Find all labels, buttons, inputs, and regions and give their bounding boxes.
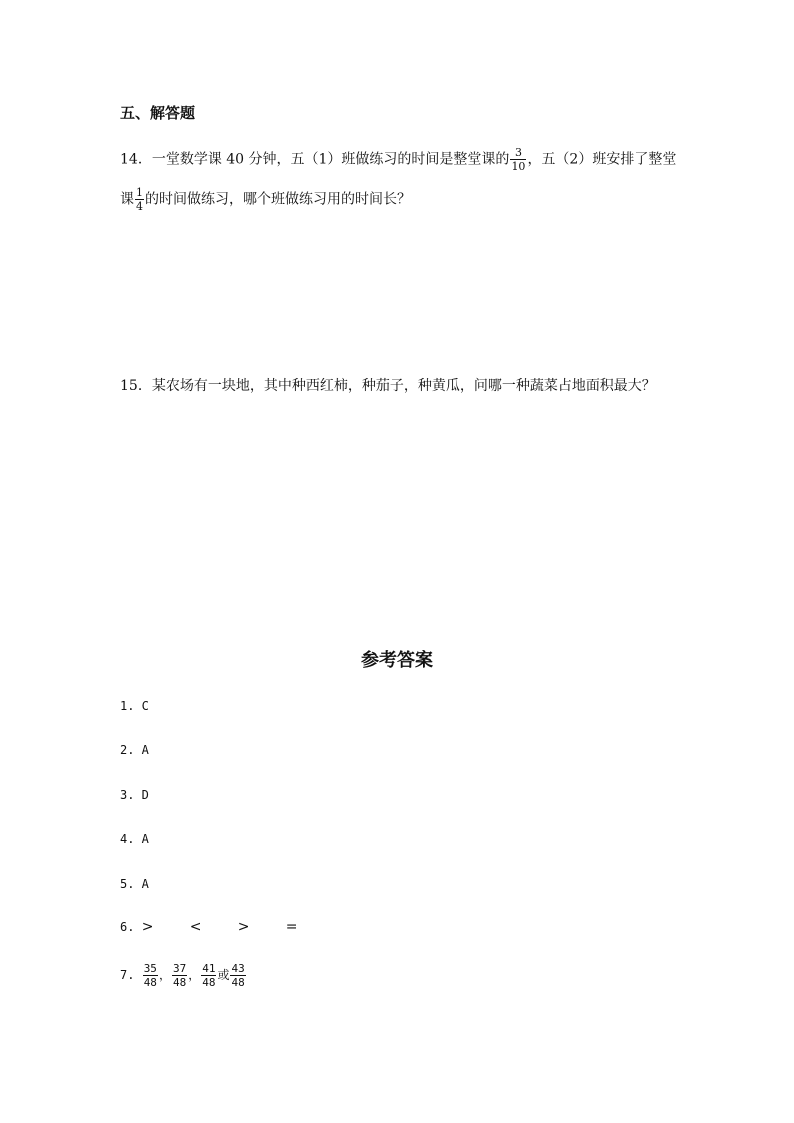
- answer-7-label: 7.: [120, 968, 135, 982]
- question-14-line-2: [120, 186, 411, 213]
- separator: ，: [188, 968, 201, 982]
- answers-title: 参考答案: [361, 650, 433, 671]
- question-14-line-1: [120, 146, 676, 173]
- comparison-symbol: <: [189, 919, 202, 935]
- answer-7: [120, 962, 247, 989]
- question-14-text-c: 课: [120, 191, 134, 208]
- fraction-37-48: [172, 962, 187, 989]
- answer-4: 4. A: [120, 832, 149, 846]
- fraction-denominator: 48: [143, 976, 157, 989]
- fraction-denominator: 48: [172, 976, 187, 989]
- separator: ，: [158, 968, 171, 982]
- fraction-denominator: 10: [511, 160, 526, 173]
- answer-3: 3. D: [120, 788, 149, 802]
- answer-6-label: 6.: [120, 920, 135, 934]
- fraction-41-48: [201, 962, 216, 989]
- comparison-symbol: >: [237, 919, 250, 935]
- fraction-35-48: [143, 962, 158, 989]
- question-14-text-a: 14．一堂数学课 40 分钟，五（1）班做练习的时间是整堂课的: [120, 151, 510, 168]
- section-heading: 五、解答题: [120, 104, 196, 122]
- fraction-numerator: 37: [172, 962, 187, 975]
- comparison-symbol: >: [141, 919, 154, 935]
- fraction-numerator: 1: [136, 186, 143, 199]
- fraction-numerator: 3: [514, 146, 522, 159]
- question-14-text-b: ，五（2）班安排了整堂: [527, 151, 677, 168]
- fraction-denominator: 48: [202, 976, 216, 989]
- answer-6: [120, 919, 334, 935]
- question-14-text-d: 的时间做练习，哪个班做练习用的时间长？: [145, 191, 411, 208]
- fraction-1-4: [135, 186, 144, 213]
- answer-1: 1. C: [120, 699, 149, 713]
- fraction-numerator: 41: [202, 962, 216, 975]
- separator: 或: [217, 968, 230, 982]
- fraction-numerator: 35: [143, 962, 157, 975]
- fraction-denominator: 48: [231, 976, 245, 989]
- fraction-3-10: [510, 146, 526, 173]
- question-15: 15．某农场有一块地，其中种西红柿，种茄子，种黄瓜，问哪一种蔬菜占地面积最大？: [120, 378, 656, 394]
- fraction-43-48: [230, 962, 245, 989]
- answer-5: 5. A: [120, 877, 149, 891]
- answer-2: 2. A: [120, 743, 149, 757]
- comparison-symbol: =: [285, 919, 298, 935]
- fraction-numerator: 43: [231, 962, 245, 975]
- fraction-denominator: 4: [136, 200, 143, 213]
